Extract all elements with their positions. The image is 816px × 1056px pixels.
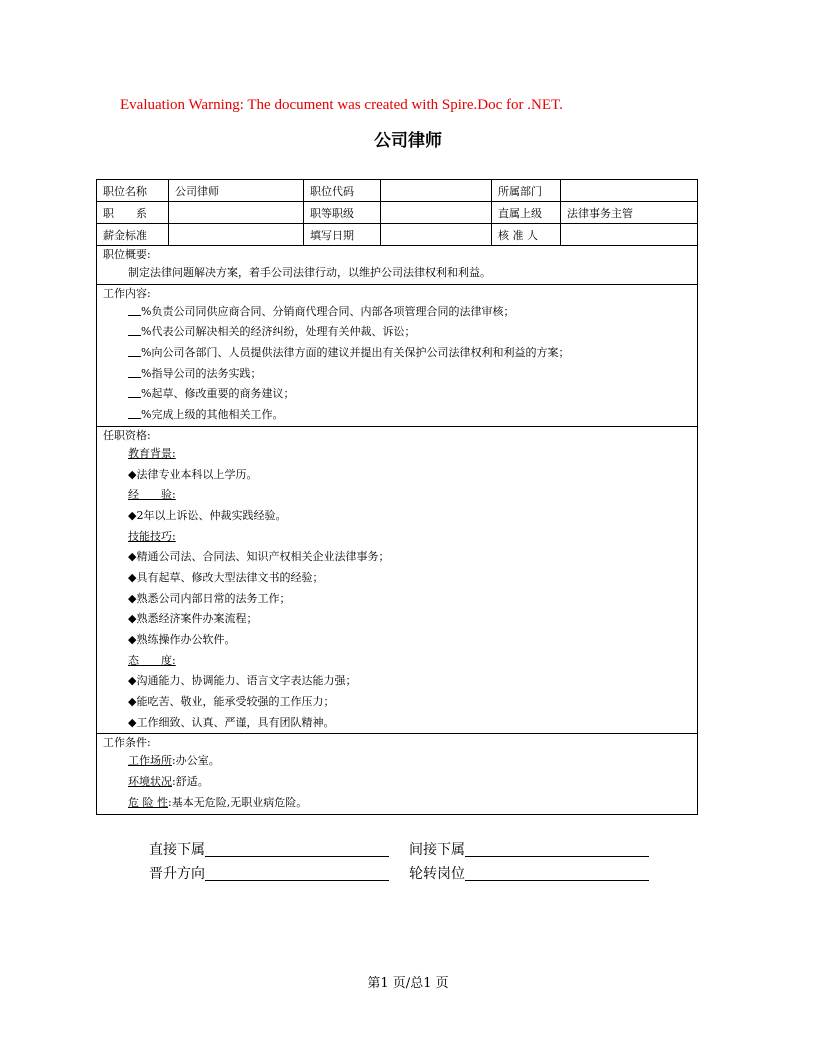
condition-workplace: 工作场所:办公室。 <box>128 754 220 768</box>
attitude-item: ◆能吃苦、敬业，能承受较强的工作压力； <box>128 695 335 709</box>
value-approver <box>561 224 698 246</box>
duty-item <box>103 322 691 343</box>
evaluation-warning: Evaluation Warning: The document was created with Spire.Doc for .NET. <box>120 97 563 113</box>
label-salary-standard: 薪金标准 <box>97 224 169 246</box>
percent-blank <box>128 364 141 378</box>
label-grade-level: 职等职级 <box>304 202 381 224</box>
value-position-code <box>381 180 492 202</box>
qualifications-section <box>97 426 698 734</box>
value-direct-supervisor: 法律事务主管 <box>561 202 698 224</box>
percent-blank <box>128 302 141 316</box>
qualifications-cell <box>97 426 698 734</box>
value-fill-date <box>381 224 492 246</box>
qualifications-heading: 任职资格: <box>103 428 151 442</box>
condition-environment: 环境状况:舒适。 <box>128 775 209 789</box>
footer-row-career <box>149 862 649 886</box>
experience-label: 经 验: <box>128 488 176 502</box>
duty-text: %指导公司的法务实践； <box>141 366 262 380</box>
value-salary-standard <box>169 224 304 246</box>
duties-section <box>97 284 698 426</box>
percent-blank <box>128 322 141 336</box>
page-number: 第1 页/总1 页 <box>367 976 449 991</box>
label-fill-date: 填写日期 <box>304 224 381 246</box>
direct-reports-line <box>205 841 389 857</box>
percent-blank <box>128 405 141 419</box>
info-row-2 <box>97 202 698 224</box>
indirect-reports-label: 间接下属 <box>409 842 465 858</box>
attitude-item: ◆沟通能力、协调能力、语言文字表达能力强； <box>128 674 357 688</box>
info-row-1 <box>97 180 698 202</box>
promotion-label: 晋升方向 <box>149 866 205 882</box>
duty-text: %向公司各部门、人员提供法律方面的建议并提出有关保护公司法律权利和利益的方案； <box>141 346 570 360</box>
duties-heading: 工作内容: <box>103 286 151 300</box>
value-job-family <box>169 202 304 224</box>
label-position-code: 职位代码 <box>304 180 381 202</box>
value-department <box>561 180 698 202</box>
skill-item: ◆熟悉经济案件办案流程； <box>128 612 258 626</box>
duty-item <box>103 302 691 323</box>
attitude-item: ◆工作细致、认真、严谨，具有团队精神。 <box>128 715 335 729</box>
duty-item <box>103 405 691 426</box>
education-item: ◆法律专业本科以上学历。 <box>128 467 258 481</box>
overview-cell <box>97 246 698 285</box>
percent-blank <box>128 384 141 398</box>
info-row-3 <box>97 224 698 246</box>
label-approver: 核 准 人 <box>492 224 561 246</box>
direct-reports-label: 直接下属 <box>149 842 205 858</box>
experience-item: ◆2年以上诉讼、仲裁实践经验。 <box>128 508 287 522</box>
condition-hazard: 危 险 性:基本无危险,无职业病危险。 <box>128 795 308 809</box>
footer-row-reports <box>149 838 649 862</box>
overview-text: 制定法律问题解决方案，着手公司法律行动，以维护公司法律权利和利益。 <box>128 266 491 279</box>
label-position-name: 职位名称 <box>97 180 169 202</box>
footer-fields <box>149 838 649 886</box>
skill-item: ◆具有起草、修改大型法律文书的经验； <box>128 570 324 584</box>
duty-text: %起草、修改重要的商务建议； <box>141 387 295 401</box>
value-grade-level <box>381 202 492 224</box>
duties-cell <box>97 284 698 426</box>
duty-item <box>103 364 691 385</box>
education-label: 教育背景: <box>128 446 176 460</box>
attitude-label: 态 度: <box>128 653 176 667</box>
value-position-name: 公司律师 <box>169 180 304 202</box>
duty-item <box>103 343 691 364</box>
document-title: 公司律师 <box>374 131 442 151</box>
rotation-line <box>465 865 649 881</box>
skill-item: ◆精通公司法、合同法、知识产权相关企业法律事务； <box>128 550 390 564</box>
conditions-cell <box>97 734 698 814</box>
overview-section <box>97 246 698 285</box>
duty-item <box>103 384 691 405</box>
label-department: 所属部门 <box>492 180 561 202</box>
overview-heading: 职位概要: <box>103 248 151 261</box>
promotion-line <box>205 865 389 881</box>
skill-item: ◆熟练操作办公软件。 <box>128 633 236 646</box>
label-direct-supervisor: 直属上级 <box>492 202 561 224</box>
duty-text: %代表公司解决相关的经济纠纷，处理有关仲裁、诉讼； <box>141 325 416 339</box>
rotation-label: 轮转岗位 <box>409 866 465 882</box>
conditions-heading: 工作条件: <box>103 736 151 750</box>
duty-text: %完成上级的其他相关工作。 <box>141 408 284 422</box>
percent-blank <box>128 343 141 357</box>
skill-item: ◆熟悉公司内部日常的法务工作； <box>128 591 291 605</box>
job-description-table <box>96 179 698 815</box>
indirect-reports-line <box>465 841 649 857</box>
duty-text: %负责公司同供应商合同、分销商代理合同、内部各项管理合同的法律审核； <box>141 304 515 318</box>
label-job-family: 职 系 <box>97 202 169 224</box>
skills-label: 技能技巧: <box>128 529 176 543</box>
conditions-section <box>97 734 698 814</box>
